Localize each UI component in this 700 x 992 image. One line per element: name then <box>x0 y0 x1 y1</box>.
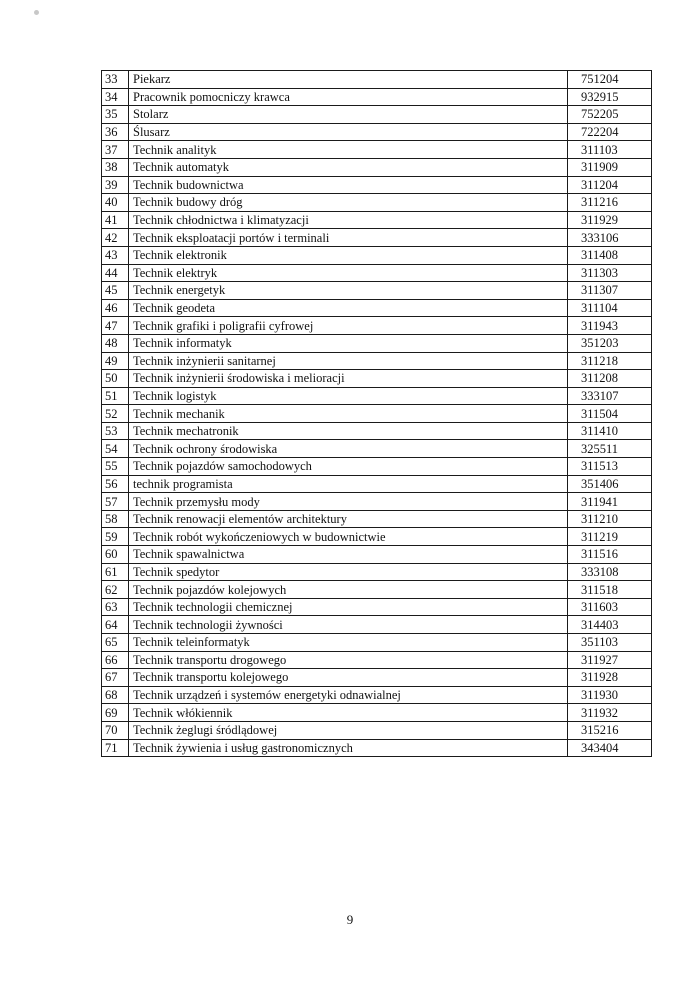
row-number-cell: 57 <box>102 493 129 511</box>
table-row <box>102 440 652 458</box>
row-number-cell: 45 <box>102 282 129 300</box>
occupation-code-cell: 311104 <box>568 299 652 317</box>
table-row <box>102 581 652 599</box>
table-row <box>102 546 652 564</box>
occupation-table-body <box>102 71 652 757</box>
occupation-code-cell: 351103 <box>568 634 652 652</box>
occupation-table <box>101 70 652 757</box>
row-number-cell: 47 <box>102 317 129 335</box>
table-row <box>102 387 652 405</box>
occupation-code-cell: 932915 <box>568 88 652 106</box>
table-row <box>102 422 652 440</box>
table-row <box>102 370 652 388</box>
table-row <box>102 211 652 229</box>
table-row <box>102 299 652 317</box>
page-number: 9 <box>346 912 354 927</box>
table-row <box>102 194 652 212</box>
occupation-code-cell: 314403 <box>568 616 652 634</box>
occupation-code-cell: 343404 <box>568 739 652 757</box>
occupation-name-cell: Technik technologii chemicznej <box>129 598 568 616</box>
table-row <box>102 352 652 370</box>
table-row <box>102 71 652 89</box>
occupation-name-cell: Technik budownictwa <box>129 176 568 194</box>
table-row <box>102 334 652 352</box>
occupation-name-cell: Stolarz <box>129 106 568 124</box>
occupation-code-cell: 311929 <box>568 211 652 229</box>
row-number-cell: 52 <box>102 405 129 423</box>
table-row <box>102 88 652 106</box>
row-number-cell: 61 <box>102 563 129 581</box>
row-number-cell: 58 <box>102 510 129 528</box>
row-number-cell: 44 <box>102 264 129 282</box>
occupation-name-cell: Technik technologii żywności <box>129 616 568 634</box>
table-row <box>102 563 652 581</box>
occupation-code-cell: 311518 <box>568 581 652 599</box>
occupation-code-cell: 351203 <box>568 334 652 352</box>
table-row <box>102 510 652 528</box>
row-number-cell: 71 <box>102 739 129 757</box>
occupation-name-cell: Technik inżynierii środowiska i melioracji <box>129 370 568 388</box>
table-row <box>102 229 652 247</box>
row-number-cell: 38 <box>102 158 129 176</box>
occupation-name-cell: Technik spedytor <box>129 563 568 581</box>
occupation-name-cell: Technik robót wykończeniowych w budownictwie <box>129 528 568 546</box>
row-number-cell: 63 <box>102 598 129 616</box>
table-row <box>102 282 652 300</box>
table-row <box>102 704 652 722</box>
table-row <box>102 739 652 757</box>
table-row <box>102 528 652 546</box>
occupation-name-cell: Technik mechatronik <box>129 422 568 440</box>
occupation-code-cell: 311218 <box>568 352 652 370</box>
row-number-cell: 62 <box>102 581 129 599</box>
row-number-cell: 43 <box>102 246 129 264</box>
occupation-code-cell: 311204 <box>568 176 652 194</box>
table-row <box>102 264 652 282</box>
table-row <box>102 669 652 687</box>
occupation-code-cell: 311603 <box>568 598 652 616</box>
occupation-name-cell: Technik mechanik <box>129 405 568 423</box>
table-row <box>102 141 652 159</box>
occupation-name-cell: Technik elektryk <box>129 264 568 282</box>
row-number-cell: 50 <box>102 370 129 388</box>
occupation-code-cell: 315216 <box>568 721 652 739</box>
occupation-code-cell: 751204 <box>568 71 652 89</box>
occupation-name-cell: Technik eksploatacji portów i terminali <box>129 229 568 247</box>
occupation-name-cell: Technik informatyk <box>129 334 568 352</box>
occupation-code-cell: 752205 <box>568 106 652 124</box>
row-number-cell: 51 <box>102 387 129 405</box>
occupation-code-cell: 333106 <box>568 229 652 247</box>
occupation-name-cell: Technik budowy dróg <box>129 194 568 212</box>
row-number-cell: 37 <box>102 141 129 159</box>
table-row <box>102 458 652 476</box>
occupation-code-cell: 311516 <box>568 546 652 564</box>
row-number-cell: 64 <box>102 616 129 634</box>
occupation-name-cell: Technik spawalnictwa <box>129 546 568 564</box>
table-row <box>102 158 652 176</box>
occupation-name-cell: Technik pojazdów samochodowych <box>129 458 568 476</box>
row-number-cell: 70 <box>102 721 129 739</box>
occupation-name-cell: Technik geodeta <box>129 299 568 317</box>
occupation-code-cell: 722204 <box>568 123 652 141</box>
occupation-name-cell: Technik automatyk <box>129 158 568 176</box>
table-row <box>102 246 652 264</box>
occupation-name-cell: Technik energetyk <box>129 282 568 300</box>
occupation-name-cell: Technik transportu kolejowego <box>129 669 568 687</box>
occupation-code-cell: 311928 <box>568 669 652 687</box>
occupation-code-cell: 311216 <box>568 194 652 212</box>
table-row <box>102 686 652 704</box>
row-number-cell: 54 <box>102 440 129 458</box>
row-number-cell: 60 <box>102 546 129 564</box>
occupation-code-cell: 311307 <box>568 282 652 300</box>
occupation-name-cell: Technik urządzeń i systemów energetyki odnawialnej <box>129 686 568 704</box>
occupation-code-cell: 311103 <box>568 141 652 159</box>
occupation-name-cell: Technik grafiki i poligrafii cyfrowej <box>129 317 568 335</box>
occupation-code-cell: 311410 <box>568 422 652 440</box>
occupation-name-cell: Piekarz <box>129 71 568 89</box>
occupation-code-cell: 311932 <box>568 704 652 722</box>
occupation-name-cell: Technik inżynierii sanitarnej <box>129 352 568 370</box>
occupation-code-cell: 311909 <box>568 158 652 176</box>
row-number-cell: 53 <box>102 422 129 440</box>
row-number-cell: 67 <box>102 669 129 687</box>
occupation-code-cell: 311930 <box>568 686 652 704</box>
occupation-name-cell: Technik elektronik <box>129 246 568 264</box>
occupation-code-cell: 351406 <box>568 475 652 493</box>
occupation-code-cell: 325511 <box>568 440 652 458</box>
table-row <box>102 598 652 616</box>
table-row <box>102 634 652 652</box>
row-number-cell: 66 <box>102 651 129 669</box>
row-number-cell: 68 <box>102 686 129 704</box>
row-number-cell: 41 <box>102 211 129 229</box>
table-row <box>102 123 652 141</box>
occupation-code-cell: 311927 <box>568 651 652 669</box>
table-row <box>102 616 652 634</box>
occupation-name-cell: Technik włókiennik <box>129 704 568 722</box>
row-number-cell: 49 <box>102 352 129 370</box>
occupation-name-cell: Technik renowacji elementów architektury <box>129 510 568 528</box>
occupation-code-cell: 311303 <box>568 264 652 282</box>
occupation-code-cell: 333107 <box>568 387 652 405</box>
occupation-name-cell: Ślusarz <box>129 123 568 141</box>
occupation-code-cell: 311504 <box>568 405 652 423</box>
table-row <box>102 317 652 335</box>
row-number-cell: 48 <box>102 334 129 352</box>
occupation-name-cell: Technik teleinformatyk <box>129 634 568 652</box>
table-row <box>102 106 652 124</box>
occupation-code-cell: 311408 <box>568 246 652 264</box>
table-row <box>102 721 652 739</box>
row-number-cell: 42 <box>102 229 129 247</box>
row-number-cell: 69 <box>102 704 129 722</box>
row-number-cell: 59 <box>102 528 129 546</box>
occupation-name-cell: Technik analityk <box>129 141 568 159</box>
table-row <box>102 475 652 493</box>
row-number-cell: 46 <box>102 299 129 317</box>
row-number-cell: 56 <box>102 475 129 493</box>
occupation-name-cell: technik programista <box>129 475 568 493</box>
occupation-code-cell: 311943 <box>568 317 652 335</box>
occupation-code-cell: 311513 <box>568 458 652 476</box>
row-number-cell: 55 <box>102 458 129 476</box>
occupation-code-cell: 311941 <box>568 493 652 511</box>
occupation-name-cell: Pracownik pomocniczy krawca <box>129 88 568 106</box>
row-number-cell: 36 <box>102 123 129 141</box>
occupation-name-cell: Technik chłodnictwa i klimatyzacji <box>129 211 568 229</box>
row-number-cell: 65 <box>102 634 129 652</box>
occupation-name-cell: Technik ochrony środowiska <box>129 440 568 458</box>
occupation-code-cell: 311208 <box>568 370 652 388</box>
table-row <box>102 405 652 423</box>
row-number-cell: 34 <box>102 88 129 106</box>
table-row <box>102 176 652 194</box>
occupation-name-cell: Technik przemysłu mody <box>129 493 568 511</box>
occupation-name-cell: Technik żeglugi śródlądowej <box>129 721 568 739</box>
occupation-code-cell: 333108 <box>568 563 652 581</box>
row-number-cell: 35 <box>102 106 129 124</box>
row-number-cell: 39 <box>102 176 129 194</box>
occupation-name-cell: Technik logistyk <box>129 387 568 405</box>
occupation-code-cell: 311219 <box>568 528 652 546</box>
occupation-name-cell: Technik żywienia i usług gastronomicznych <box>129 739 568 757</box>
row-number-cell: 33 <box>102 71 129 89</box>
row-number-cell: 40 <box>102 194 129 212</box>
occupation-code-cell: 311210 <box>568 510 652 528</box>
table-row <box>102 651 652 669</box>
scan-speck <box>34 10 39 15</box>
table-row <box>102 493 652 511</box>
occupation-name-cell: Technik pojazdów kolejowych <box>129 581 568 599</box>
occupation-name-cell: Technik transportu drogowego <box>129 651 568 669</box>
